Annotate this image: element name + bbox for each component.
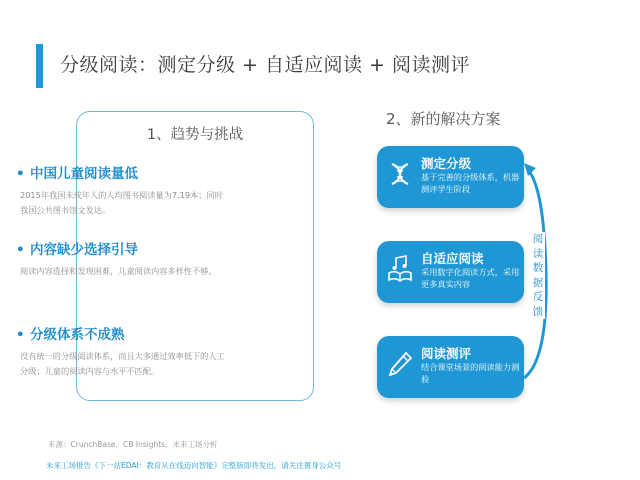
trend-item bbox=[16, 323, 228, 379]
source-note: 来源：CrunchBase，CB Insights，未来工场分析 bbox=[48, 440, 218, 449]
trends-heading: 1、趋势与挑战 bbox=[146, 127, 244, 143]
bullet-icon: • bbox=[16, 166, 25, 182]
trend-title: 分级体系不成熟 bbox=[30, 327, 125, 343]
solution-card-reading-assessment bbox=[377, 336, 524, 398]
feedback-loop-label: 阅 读 数 据 反 馈 bbox=[532, 233, 544, 318]
dna-icon bbox=[386, 160, 414, 188]
card-title: 阅读测评 bbox=[421, 346, 472, 361]
card-description: 结合课堂场景的阅读能力测验 bbox=[421, 362, 520, 384]
trend-title: 中国儿童阅读量低 bbox=[30, 166, 138, 182]
card-description: 基于完善的分级体系，机器测评学生阶段 bbox=[421, 172, 520, 194]
pencil-icon bbox=[386, 350, 414, 378]
page-title: 分级阅读：测定分级 + 自适应阅读 + 阅读测评 bbox=[60, 54, 470, 76]
solution-card-adaptive-reading bbox=[377, 241, 524, 303]
trend-description: 没有统一的分级阅读体系，而且大多通过效率低下的人工分级；儿童的阅读内容与水平不匹配。 bbox=[20, 351, 225, 376]
title-accent-bar bbox=[36, 44, 43, 88]
solutions-heading: 2、新的解决方案 bbox=[386, 110, 501, 128]
trend-description: 2015年我国未成年人的人均图书阅读量为7.19本；同时我国公共图书馆文发达。 bbox=[20, 190, 223, 215]
trend-description: 阅读内容选择和发现困难，儿童阅读内容多样性不够。 bbox=[20, 266, 217, 276]
card-title: 测定分级 bbox=[421, 156, 472, 171]
bullet-icon: • bbox=[16, 327, 25, 343]
trend-item bbox=[16, 238, 228, 279]
card-title: 自适应阅读 bbox=[421, 251, 484, 266]
bullet-icon: • bbox=[16, 242, 25, 258]
trend-title: 内容缺少选择引导 bbox=[30, 242, 138, 258]
book-music-icon bbox=[386, 255, 414, 283]
trend-item bbox=[16, 162, 228, 218]
footer-note: 未来工场报告《下一站EDAI：教育从在线迈向智能》完整版即将发出，请关注置身公众号 bbox=[46, 461, 342, 470]
card-description: 采用数字化阅读方式，采用更多真实内容 bbox=[421, 267, 520, 289]
solution-card-level-test bbox=[377, 146, 524, 208]
